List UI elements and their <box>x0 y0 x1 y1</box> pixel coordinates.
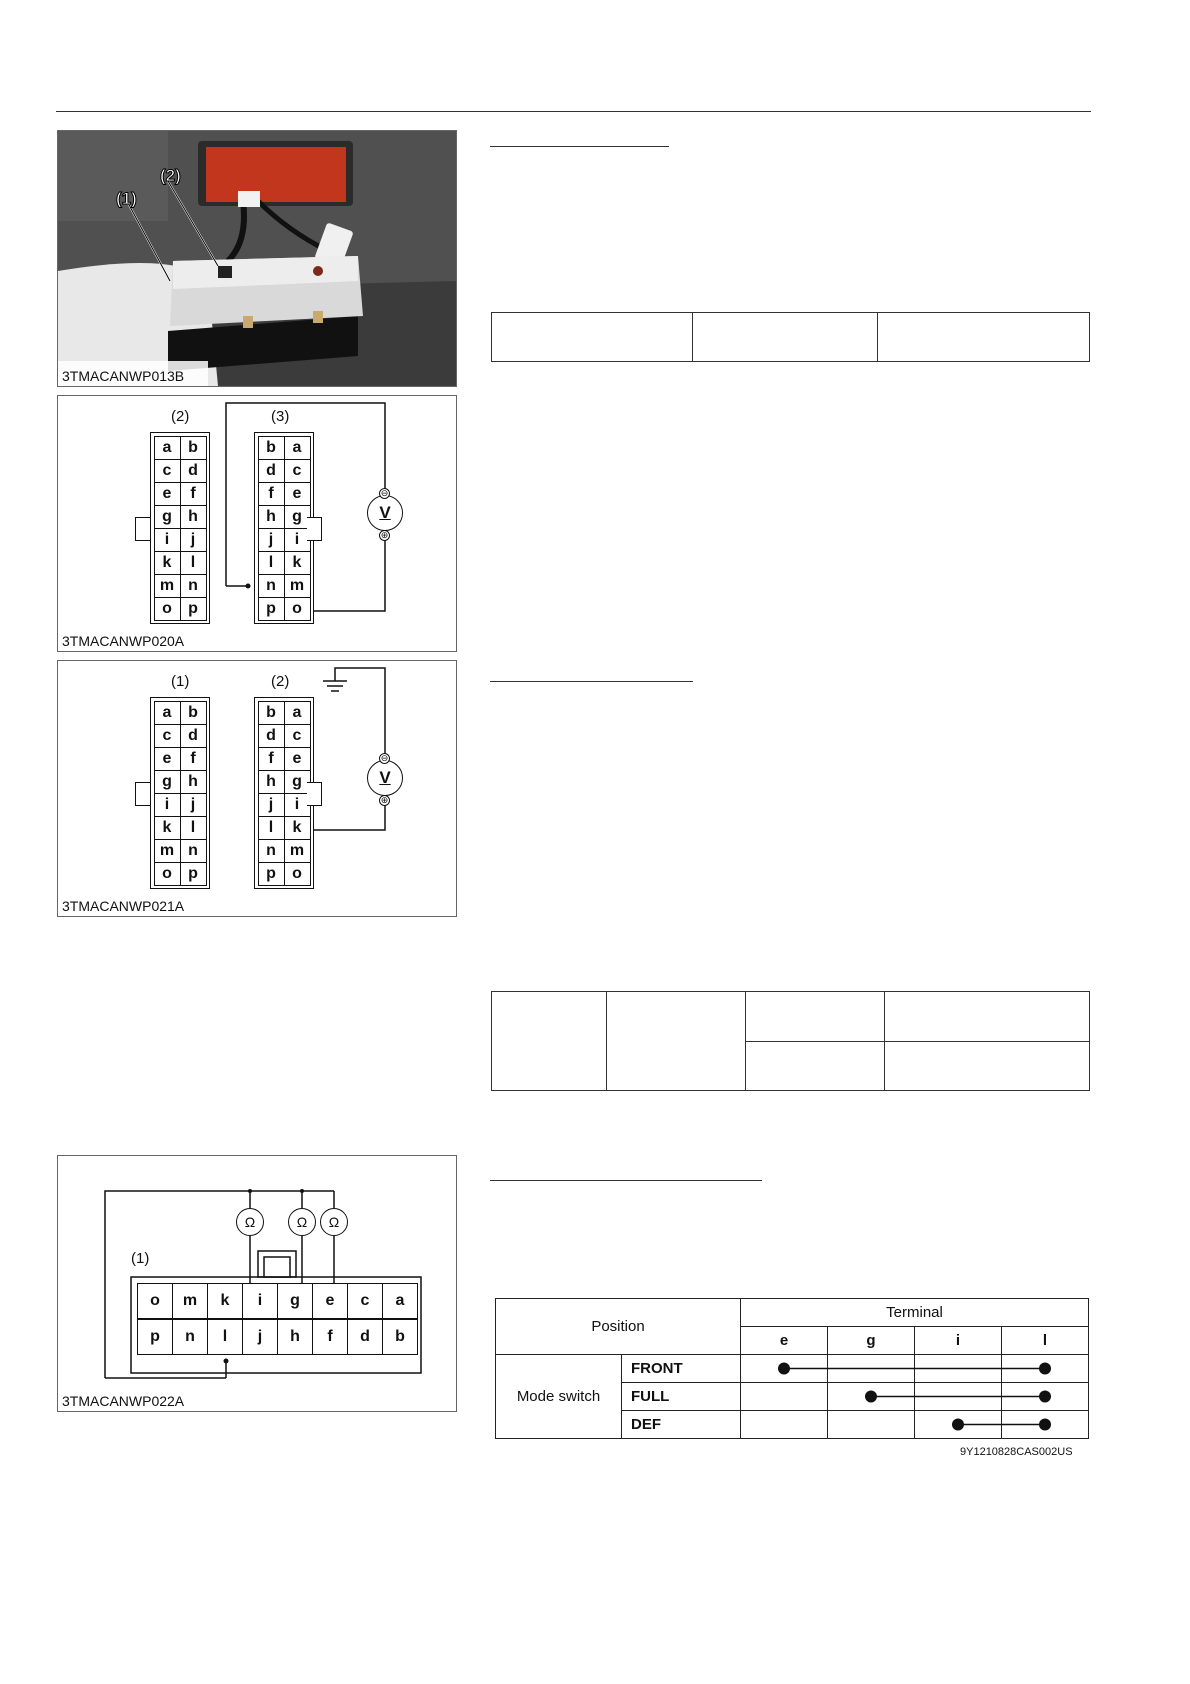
pin-k: k <box>154 551 181 575</box>
pin-d: d <box>180 724 207 748</box>
connector-3 <box>254 432 314 624</box>
pin-i: i <box>154 528 181 552</box>
pin-h: h <box>258 770 285 794</box>
pin-n: n <box>180 839 207 863</box>
figure-caption: 3TMACANWP020A <box>62 633 185 649</box>
pin-h: h <box>180 505 207 529</box>
connector-latch <box>135 517 151 541</box>
spec-table <box>491 312 1090 362</box>
pin-c: c <box>154 724 181 748</box>
pin-j: j <box>258 528 285 552</box>
connector-latch <box>307 517 322 541</box>
pin-b: b <box>382 1319 418 1355</box>
pin-k: k <box>154 816 181 840</box>
pin-d: d <box>258 724 285 748</box>
connector-2-label: (2) <box>271 673 290 690</box>
pin-d: d <box>258 459 285 483</box>
cell-l <box>1002 1411 1089 1439</box>
pin-h: h <box>258 505 285 529</box>
callout-2: (2) <box>160 166 181 185</box>
ohmmeter-icon: Ω <box>320 1208 348 1236</box>
group-label: Mode switch <box>496 1355 622 1439</box>
connector-1 <box>150 697 210 889</box>
pin-p: p <box>137 1319 173 1355</box>
pin-m: m <box>284 839 311 863</box>
spec-cell <box>693 313 878 362</box>
pin-c: c <box>154 459 181 483</box>
position-def: DEF <box>622 1411 741 1439</box>
pin-l: l <box>258 816 285 840</box>
cell-l <box>1002 1383 1089 1411</box>
pin-g: g <box>277 1283 313 1319</box>
spec-cell <box>885 992 1090 1042</box>
pin-p: p <box>180 597 207 621</box>
pin-a: a <box>154 436 181 460</box>
cell-e <box>741 1355 828 1383</box>
terminal-l-header: l <box>1002 1327 1089 1355</box>
pin-o: o <box>154 597 181 621</box>
switch-photo <box>58 131 456 386</box>
switch-photo-figure <box>57 130 457 387</box>
pin-g: g <box>284 505 311 529</box>
pin-o: o <box>154 862 181 886</box>
pin-o: o <box>284 862 311 886</box>
pin-f: f <box>180 747 207 771</box>
pin-i: i <box>242 1283 278 1319</box>
pin-d: d <box>180 459 207 483</box>
connector-3-label: (3) <box>271 408 290 425</box>
pin-m: m <box>154 574 181 598</box>
header-rule <box>56 111 1091 112</box>
figure-caption: 3TMACANWP021A <box>62 898 185 914</box>
pin-g: g <box>154 505 181 529</box>
pin-m: m <box>172 1283 208 1319</box>
pin-n: n <box>258 839 285 863</box>
ohmmeter-icon: Ω <box>236 1208 264 1236</box>
cell-g <box>828 1383 915 1411</box>
terminal-g-header: g <box>828 1327 915 1355</box>
pin-e: e <box>154 747 181 771</box>
pin-l: l <box>207 1319 243 1355</box>
pin-e: e <box>312 1283 348 1319</box>
pin-a: a <box>284 701 311 725</box>
pin-e: e <box>154 482 181 506</box>
pin-grid <box>258 701 310 885</box>
cell-g <box>828 1411 915 1439</box>
pin-g: g <box>154 770 181 794</box>
connector-1-label: (1) <box>171 673 190 690</box>
pin-m: m <box>284 574 311 598</box>
pin-b: b <box>180 436 207 460</box>
pin-i: i <box>284 793 311 817</box>
cell-e <box>741 1411 828 1439</box>
cell-g <box>828 1355 915 1383</box>
pin-i: i <box>284 528 311 552</box>
pin-f: f <box>180 482 207 506</box>
spec-cell <box>492 992 607 1091</box>
continuity-row <box>496 1355 1089 1383</box>
voltmeter-icon: V <box>367 495 403 531</box>
negative-terminal: ⊖ <box>380 488 389 498</box>
position-front: FRONT <box>622 1355 741 1383</box>
cell-l <box>1002 1355 1089 1383</box>
spec-table <box>491 991 1090 1091</box>
connector-latch <box>135 782 151 806</box>
continuity-body <box>496 1355 1089 1439</box>
section-heading-rule <box>490 146 669 147</box>
pin-grid <box>154 436 206 620</box>
pin-l: l <box>258 551 285 575</box>
pin-o: o <box>284 597 311 621</box>
terminal-header: Terminal <box>741 1299 1089 1327</box>
voltage-diagram-figure <box>57 395 457 652</box>
pin-c: c <box>284 724 311 748</box>
spec-cell <box>492 313 693 362</box>
cell-i <box>915 1383 1002 1411</box>
pin-p: p <box>258 597 285 621</box>
figure-caption: 3TMACANWP013B <box>62 368 185 384</box>
terminal-e-header: e <box>741 1327 828 1355</box>
pin-k: k <box>284 551 311 575</box>
pin-d: d <box>347 1319 383 1355</box>
pin-j: j <box>180 793 207 817</box>
pin-j: j <box>242 1319 278 1355</box>
positive-terminal: ⊕ <box>380 795 389 805</box>
ohmmeter-icon: Ω <box>288 1208 316 1236</box>
pin-a: a <box>382 1283 418 1319</box>
pin-h: h <box>180 770 207 794</box>
pin-a: a <box>154 701 181 725</box>
pin-p: p <box>180 862 207 886</box>
spec-cell <box>885 1041 1090 1091</box>
pin-b: b <box>258 436 285 460</box>
pin-k: k <box>284 816 311 840</box>
pin-b: b <box>258 701 285 725</box>
pin-f: f <box>258 482 285 506</box>
spec-cell <box>607 992 746 1091</box>
pin-l: l <box>180 551 207 575</box>
spec-cell <box>746 992 885 1042</box>
connector-2-label: (2) <box>171 408 190 425</box>
pin-e: e <box>284 482 311 506</box>
connector-latch <box>307 782 322 806</box>
pin-j: j <box>180 528 207 552</box>
terminal-i-header: i <box>915 1327 1002 1355</box>
pin-o: o <box>137 1283 173 1319</box>
pin-n: n <box>258 574 285 598</box>
pin-h: h <box>277 1319 313 1355</box>
pin-j: j <box>258 793 285 817</box>
pin-c: c <box>284 459 311 483</box>
connector-1-label: (1) <box>131 1250 150 1267</box>
negative-terminal: ⊖ <box>380 753 389 763</box>
pin-a: a <box>284 436 311 460</box>
voltmeter-icon: V <box>367 760 403 796</box>
pin-k: k <box>207 1283 243 1319</box>
pin-f: f <box>312 1319 348 1355</box>
pin-i: i <box>154 793 181 817</box>
ground-voltage-diagram-figure <box>57 660 457 917</box>
section-heading-rule <box>490 681 693 682</box>
cell-i <box>915 1355 1002 1383</box>
pin-grid <box>258 436 310 620</box>
cell-i <box>915 1411 1002 1439</box>
section-heading-rule <box>490 1180 762 1181</box>
connector-2 <box>150 432 210 624</box>
position-full: FULL <box>622 1383 741 1411</box>
pin-l: l <box>180 816 207 840</box>
pin-b: b <box>180 701 207 725</box>
figure-caption: 3TMACANWP022A <box>62 1393 185 1409</box>
position-header: Position <box>496 1299 741 1355</box>
pin-c: c <box>347 1283 383 1319</box>
spec-cell <box>878 313 1090 362</box>
connector-2 <box>254 697 314 889</box>
pin-n: n <box>172 1319 208 1355</box>
callout-1: (1) <box>116 189 137 208</box>
pin-n: n <box>180 574 207 598</box>
pin-e: e <box>284 747 311 771</box>
document-code: 9Y1210828CAS002US <box>960 1446 1073 1458</box>
positive-terminal: ⊕ <box>380 530 389 540</box>
pin-p: p <box>258 862 285 886</box>
spec-cell <box>746 1041 885 1091</box>
pin-grid <box>154 701 206 885</box>
pin-f: f <box>258 747 285 771</box>
continuity-table <box>495 1298 1089 1439</box>
continuity-diagram-figure <box>57 1155 457 1412</box>
cell-e <box>741 1383 828 1411</box>
pin-g: g <box>284 770 311 794</box>
pin-m: m <box>154 839 181 863</box>
